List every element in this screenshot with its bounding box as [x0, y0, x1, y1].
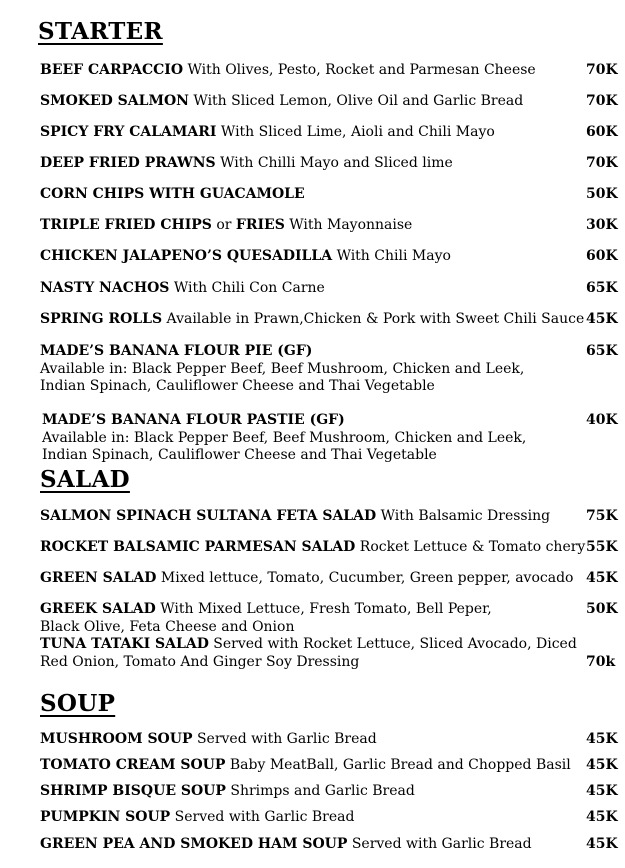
menu-item: [40, 343, 585, 396]
item-description: Mixed lettuce, Tomato, Cucumber, Green pepper, avocado: [160, 570, 574, 586]
item-price: 70K: [586, 93, 618, 109]
item-description: Served with Garlic Bread: [174, 809, 355, 825]
menu-item: [40, 155, 585, 173]
item-price: 60K: [586, 124, 618, 140]
menu-item: [40, 93, 585, 111]
item-description-line: Available in: Black Pepper Beef, Beef Mushroom, Chicken and Leek,: [42, 429, 527, 446]
item-description: Served with Rocket Lettuce, Sliced Avocado, Diced: [213, 636, 577, 652]
item-name: CORN CHIPS WITH GUACAMOLE: [40, 186, 305, 202]
item-name: SHRIMP BISQUE SOUP: [40, 783, 226, 799]
menu-item: [40, 836, 585, 854]
item-description: With Balsamic Dressing: [380, 508, 551, 524]
item-price: 70k: [586, 654, 616, 670]
item-name: SMOKED SALMON: [40, 93, 189, 109]
item-price: 45K: [586, 731, 618, 747]
item-connector: or: [216, 217, 232, 233]
item-name: DEEP FRIED PRAWNS: [40, 155, 216, 171]
item-description: With Chili Con Carne: [173, 280, 325, 296]
item-description: Rocket Lettuce & Tomato chery: [359, 539, 586, 555]
item-name-alt: FRIES: [235, 217, 285, 233]
item-price: 65K: [586, 343, 618, 359]
item-name: PUMPKIN SOUP: [40, 809, 171, 825]
item-price: 55K: [586, 539, 618, 555]
item-name: MADE’S BANANA FLOUR PIE (GF): [40, 343, 313, 359]
item-description-line: Black Olive, Feta Cheese and Onion: [40, 618, 295, 635]
menu-item: [40, 601, 585, 636]
item-description: Shrimps and Garlic Bread: [230, 783, 415, 799]
item-name: GREEN PEA AND SMOKED HAM SOUP: [40, 836, 348, 852]
menu-item: [40, 124, 585, 142]
item-price: 50K: [586, 601, 618, 617]
menu-item: [40, 783, 585, 801]
item-description: Baby MeatBall, Garlic Bread and Chopped Basil: [229, 757, 571, 773]
menu-item: [40, 186, 585, 204]
item-price: 40K: [586, 412, 618, 428]
menu-item: [40, 508, 585, 526]
item-description: With Chili Mayo: [336, 248, 451, 264]
section-heading-salad: SALAD: [40, 466, 130, 493]
item-price: 45K: [586, 311, 618, 327]
item-description: Served with Garlic Bread: [351, 836, 532, 852]
item-price: 60K: [586, 248, 618, 264]
item-price: 45K: [586, 570, 618, 586]
item-name: CHICKEN JALAPENO’S QUESADILLA: [40, 248, 333, 264]
item-name: TOMATO CREAM SOUP: [40, 757, 226, 773]
item-price: 45K: [586, 757, 618, 773]
item-description: With Mixed Lettuce, Fresh Tomato, Bell Peper,: [160, 601, 492, 617]
item-description-line: Red Onion, Tomato And Ginger Soy Dressing: [40, 653, 360, 670]
item-name: SALMON SPINACH SULTANA FETA SALAD: [40, 508, 377, 524]
item-description: Available in Prawn,Chicken & Pork with Sweet Chili Sauce: [166, 311, 585, 327]
item-name: ROCKET BALSAMIC PARMESAN SALAD: [40, 539, 356, 555]
item-name: MUSHROOM SOUP: [40, 731, 193, 747]
item-price: 45K: [586, 836, 618, 852]
item-name: TUNA TATAKI SALAD: [40, 636, 209, 652]
menu-item: [40, 731, 585, 749]
menu-item: [40, 757, 585, 775]
item-price: 45K: [586, 783, 618, 799]
section-heading-soup: SOUP: [40, 690, 116, 717]
item-description: With Sliced Lime, Aioli and Chili Mayo: [220, 124, 495, 140]
section-heading-starter: STARTER: [38, 18, 163, 45]
item-name: GREEK SALAD: [40, 601, 156, 617]
menu-item: [40, 280, 585, 298]
menu-item: [40, 636, 585, 671]
menu-item: [42, 412, 587, 465]
item-price: 30K: [586, 217, 618, 233]
item-name: MADE’S BANANA FLOUR PASTIE (GF): [42, 412, 345, 428]
menu-item: [40, 62, 585, 80]
item-name: SPRING ROLLS: [40, 311, 163, 327]
menu-item: [40, 248, 585, 266]
item-name: SPICY FRY CALAMARI: [40, 124, 217, 140]
item-price: 70K: [586, 155, 618, 171]
menu-item: [40, 217, 585, 235]
item-price: 65K: [586, 280, 618, 296]
menu-item: [40, 539, 585, 557]
item-description: With Mayonnaise: [289, 217, 413, 233]
menu-item: [40, 809, 585, 827]
item-name: NASTY NACHOS: [40, 280, 170, 296]
item-description-line: Indian Spinach, Cauliflower Cheese and Thai Vegetable: [42, 447, 437, 463]
item-price: 45K: [586, 809, 618, 825]
item-price: 70K: [586, 62, 618, 78]
item-description-line: Available in: Black Pepper Beef, Beef Mushroom, Chicken and Leek,: [40, 360, 525, 377]
item-description: With Olives, Pesto, Rocket and Parmesan Cheese: [187, 62, 536, 78]
item-price: 50K: [586, 186, 618, 202]
item-price: 75K: [586, 508, 618, 524]
item-name: TRIPLE FRIED CHIPS: [40, 217, 212, 233]
item-description: With Chilli Mayo and Sliced lime: [220, 155, 453, 171]
item-description-line: Indian Spinach, Cauliflower Cheese and Thai Vegetable: [40, 378, 435, 394]
menu-item: [40, 311, 585, 329]
menu-item: [40, 570, 585, 588]
item-name: GREEN SALAD: [40, 570, 157, 586]
item-name: BEEF CARPACCIO: [40, 62, 184, 78]
item-description: With Sliced Lemon, Olive Oil and Garlic Bread: [193, 93, 524, 109]
item-description: Served with Garlic Bread: [196, 731, 377, 747]
